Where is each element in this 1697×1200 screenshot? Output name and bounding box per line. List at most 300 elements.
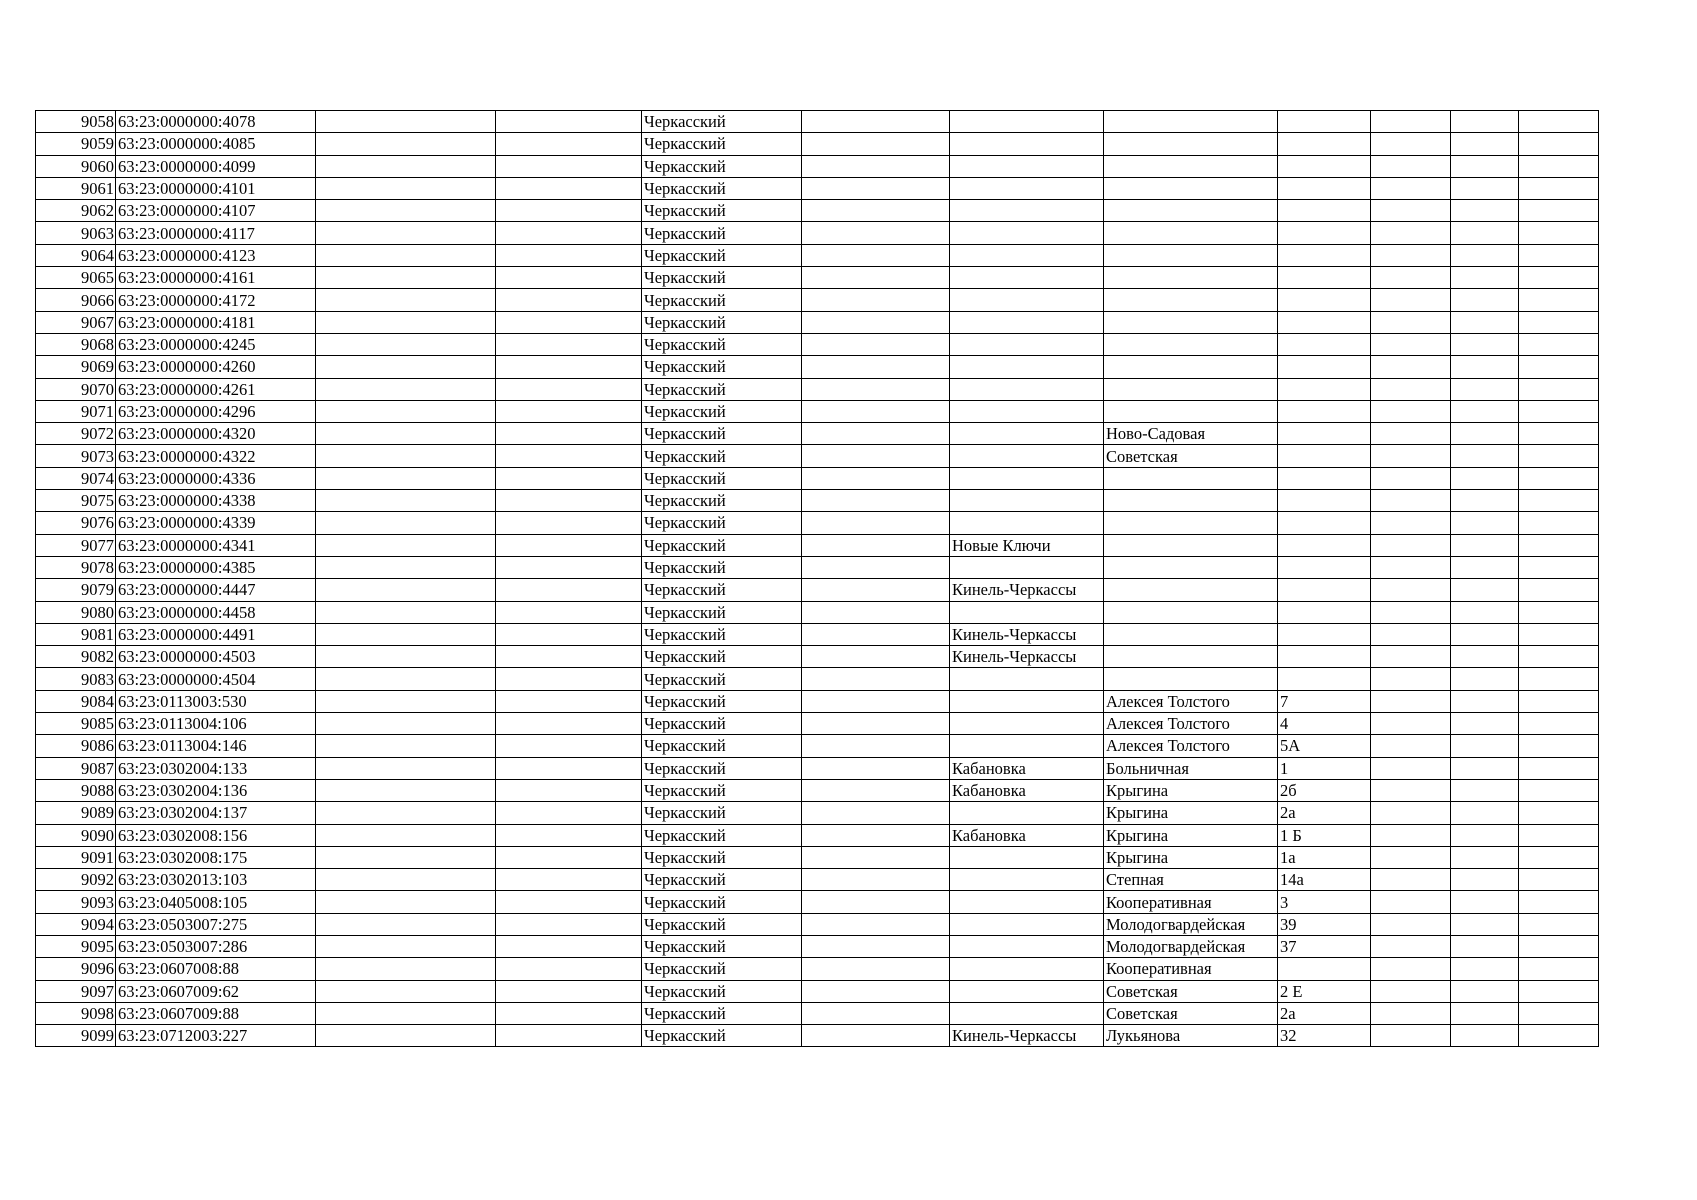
cell-cadastral-number: 63:23:0000000:4491 — [116, 623, 316, 645]
cell-cadastral-number: 63:23:0000000:4117 — [116, 222, 316, 244]
cell-district: Черкасский — [642, 512, 802, 534]
cell-settlement: Новые Ключи — [950, 534, 1104, 556]
cell-house-number — [1278, 267, 1371, 289]
cell-cadastral-number: 63:23:0712003:227 — [116, 1025, 316, 1047]
cell-district: Черкасский — [642, 958, 802, 980]
cell-col-4 — [496, 177, 642, 199]
cell-cadastral-number: 63:23:0503007:286 — [116, 935, 316, 957]
table-row — [36, 467, 1599, 489]
cell-row-number: 9064 — [36, 244, 116, 266]
cell-col-4 — [496, 378, 642, 400]
cell-district: Черкасский — [642, 623, 802, 645]
table-row — [36, 244, 1599, 266]
table-row — [36, 222, 1599, 244]
cell-col-11 — [1451, 155, 1519, 177]
cell-row-number: 9080 — [36, 601, 116, 623]
cell-cadastral-number: 63:23:0000000:4447 — [116, 579, 316, 601]
cell-house-number: 37 — [1278, 935, 1371, 957]
cell-col-6 — [802, 244, 950, 266]
cell-row-number: 9081 — [36, 623, 116, 645]
cell-col-10 — [1371, 356, 1451, 378]
cell-row-number: 9067 — [36, 311, 116, 333]
cell-street — [1104, 668, 1278, 690]
cell-col-10 — [1371, 311, 1451, 333]
cell-district: Черкасский — [642, 378, 802, 400]
cell-col-12 — [1519, 289, 1599, 311]
cell-row-number: 9063 — [36, 222, 116, 244]
cell-col-12 — [1519, 913, 1599, 935]
cell-house-number: 1 Б — [1278, 824, 1371, 846]
cell-col-12 — [1519, 623, 1599, 645]
cell-col-12 — [1519, 579, 1599, 601]
cell-col-6 — [802, 757, 950, 779]
cell-settlement — [950, 445, 1104, 467]
cell-col-6 — [802, 958, 950, 980]
cell-settlement — [950, 289, 1104, 311]
cell-col-3 — [316, 935, 496, 957]
cell-col-4 — [496, 935, 642, 957]
table-row — [36, 133, 1599, 155]
cell-col-4 — [496, 423, 642, 445]
table-row — [36, 646, 1599, 668]
cell-col-11 — [1451, 222, 1519, 244]
cell-col-6 — [802, 802, 950, 824]
table-row — [36, 311, 1599, 333]
cell-col-3 — [316, 177, 496, 199]
cell-settlement: Кинель-Черкассы — [950, 623, 1104, 645]
cell-district: Черкасский — [642, 111, 802, 133]
cell-col-10 — [1371, 646, 1451, 668]
cell-settlement — [950, 200, 1104, 222]
table-row — [36, 445, 1599, 467]
cell-house-number: 39 — [1278, 913, 1371, 935]
cell-row-number: 9089 — [36, 802, 116, 824]
cell-col-3 — [316, 200, 496, 222]
cell-street — [1104, 111, 1278, 133]
cell-street: Молодогвардейская — [1104, 913, 1278, 935]
cell-col-6 — [802, 222, 950, 244]
cell-street — [1104, 356, 1278, 378]
cell-col-12 — [1519, 779, 1599, 801]
cell-row-number: 9079 — [36, 579, 116, 601]
cell-col-12 — [1519, 556, 1599, 578]
cell-settlement — [950, 177, 1104, 199]
table-row — [36, 400, 1599, 422]
cell-settlement: Кинель-Черкассы — [950, 646, 1104, 668]
cell-settlement — [950, 133, 1104, 155]
cell-col-6 — [802, 423, 950, 445]
cell-col-12 — [1519, 601, 1599, 623]
cell-settlement: Кинель-Черкассы — [950, 1025, 1104, 1047]
cell-col-11 — [1451, 846, 1519, 868]
cell-street — [1104, 490, 1278, 512]
cell-district: Черкасский — [642, 311, 802, 333]
cell-col-6 — [802, 1025, 950, 1047]
cell-row-number: 9085 — [36, 713, 116, 735]
table-row — [36, 155, 1599, 177]
cell-district: Черкасский — [642, 445, 802, 467]
cell-street: Крыгина — [1104, 824, 1278, 846]
cell-street: Алексея Толстого — [1104, 713, 1278, 735]
cell-row-number: 9098 — [36, 1002, 116, 1024]
cell-settlement — [950, 958, 1104, 980]
cell-cadastral-number: 63:23:0000000:4385 — [116, 556, 316, 578]
cell-col-4 — [496, 556, 642, 578]
cell-street — [1104, 333, 1278, 355]
cell-cadastral-number: 63:23:0000000:4458 — [116, 601, 316, 623]
cell-col-10 — [1371, 891, 1451, 913]
cell-row-number: 9071 — [36, 400, 116, 422]
table-row — [36, 668, 1599, 690]
cell-cadastral-number: 63:23:0000000:4261 — [116, 378, 316, 400]
cell-house-number — [1278, 958, 1371, 980]
cell-col-3 — [316, 155, 496, 177]
cell-settlement — [950, 490, 1104, 512]
cell-col-12 — [1519, 311, 1599, 333]
cell-col-6 — [802, 846, 950, 868]
cell-col-6 — [802, 824, 950, 846]
cell-col-10 — [1371, 713, 1451, 735]
cell-col-4 — [496, 980, 642, 1002]
cell-col-10 — [1371, 423, 1451, 445]
table-row — [36, 779, 1599, 801]
cell-col-6 — [802, 490, 950, 512]
cell-col-11 — [1451, 267, 1519, 289]
table-row — [36, 289, 1599, 311]
table-row — [36, 601, 1599, 623]
cell-settlement — [950, 467, 1104, 489]
cell-col-12 — [1519, 958, 1599, 980]
cell-row-number: 9068 — [36, 333, 116, 355]
cell-col-4 — [496, 757, 642, 779]
cell-row-number: 9084 — [36, 690, 116, 712]
cell-col-10 — [1371, 824, 1451, 846]
cell-col-3 — [316, 579, 496, 601]
cell-col-10 — [1371, 445, 1451, 467]
cell-district: Черкасский — [642, 200, 802, 222]
cell-house-number — [1278, 244, 1371, 266]
cell-cadastral-number: 63:23:0607008:88 — [116, 958, 316, 980]
cell-col-3 — [316, 891, 496, 913]
cell-house-number — [1278, 623, 1371, 645]
cell-col-11 — [1451, 177, 1519, 199]
cell-col-11 — [1451, 802, 1519, 824]
cell-street — [1104, 200, 1278, 222]
cell-district: Черкасский — [642, 824, 802, 846]
cell-district: Черкасский — [642, 356, 802, 378]
cell-col-4 — [496, 913, 642, 935]
cell-street — [1104, 534, 1278, 556]
cell-col-4 — [496, 802, 642, 824]
cell-settlement: Кинель-Черкассы — [950, 579, 1104, 601]
cell-row-number: 9070 — [36, 378, 116, 400]
cell-district: Черкасский — [642, 646, 802, 668]
cell-col-3 — [316, 289, 496, 311]
cell-col-10 — [1371, 579, 1451, 601]
cell-street: Советская — [1104, 445, 1278, 467]
table-row — [36, 935, 1599, 957]
cell-street: Ново-Садовая — [1104, 423, 1278, 445]
cell-col-3 — [316, 802, 496, 824]
cell-district: Черкасский — [642, 690, 802, 712]
cell-street — [1104, 400, 1278, 422]
cell-district: Черкасский — [642, 869, 802, 891]
cell-cadastral-number: 63:23:0000000:4260 — [116, 356, 316, 378]
cell-col-3 — [316, 244, 496, 266]
cell-street: Крыгина — [1104, 802, 1278, 824]
cell-col-12 — [1519, 467, 1599, 489]
cell-col-12 — [1519, 200, 1599, 222]
cell-col-10 — [1371, 869, 1451, 891]
table-row — [36, 267, 1599, 289]
cell-col-11 — [1451, 623, 1519, 645]
cell-col-10 — [1371, 534, 1451, 556]
table-row — [36, 980, 1599, 1002]
cell-cadastral-number: 63:23:0000000:4338 — [116, 490, 316, 512]
cell-col-10 — [1371, 177, 1451, 199]
cell-col-3 — [316, 958, 496, 980]
cell-house-number — [1278, 445, 1371, 467]
cell-col-6 — [802, 311, 950, 333]
cell-col-12 — [1519, 846, 1599, 868]
cell-settlement — [950, 378, 1104, 400]
cell-street — [1104, 646, 1278, 668]
cell-col-12 — [1519, 111, 1599, 133]
cell-house-number: 2а — [1278, 1002, 1371, 1024]
cell-settlement: Кабановка — [950, 757, 1104, 779]
cell-house-number: 2б — [1278, 779, 1371, 801]
cell-col-12 — [1519, 824, 1599, 846]
cell-district: Черкасский — [642, 1025, 802, 1047]
table-row — [36, 556, 1599, 578]
cell-house-number — [1278, 155, 1371, 177]
cell-col-12 — [1519, 155, 1599, 177]
cell-col-4 — [496, 133, 642, 155]
cell-col-12 — [1519, 512, 1599, 534]
cell-col-3 — [316, 779, 496, 801]
cell-col-10 — [1371, 333, 1451, 355]
cell-col-11 — [1451, 824, 1519, 846]
cell-street — [1104, 133, 1278, 155]
cell-house-number — [1278, 646, 1371, 668]
table-row — [36, 111, 1599, 133]
cell-col-12 — [1519, 869, 1599, 891]
cell-col-4 — [496, 668, 642, 690]
cell-row-number: 9087 — [36, 757, 116, 779]
cell-col-11 — [1451, 534, 1519, 556]
cell-cadastral-number: 63:23:0000000:4320 — [116, 423, 316, 445]
cell-street: Советская — [1104, 1002, 1278, 1024]
cell-district: Черкасский — [642, 846, 802, 868]
cell-col-10 — [1371, 913, 1451, 935]
cell-col-11 — [1451, 490, 1519, 512]
cell-settlement — [950, 556, 1104, 578]
cell-house-number: 1а — [1278, 846, 1371, 868]
cell-street — [1104, 378, 1278, 400]
cell-house-number — [1278, 356, 1371, 378]
cell-col-10 — [1371, 200, 1451, 222]
cell-col-3 — [316, 556, 496, 578]
cell-col-3 — [316, 913, 496, 935]
cell-col-3 — [316, 423, 496, 445]
cell-settlement — [950, 111, 1104, 133]
cell-row-number: 9060 — [36, 155, 116, 177]
cell-street: Кооперативная — [1104, 958, 1278, 980]
cell-house-number — [1278, 333, 1371, 355]
cell-row-number: 9088 — [36, 779, 116, 801]
cell-cadastral-number: 63:23:0000000:4101 — [116, 177, 316, 199]
table-row — [36, 1002, 1599, 1024]
cell-col-3 — [316, 311, 496, 333]
cell-col-6 — [802, 378, 950, 400]
cell-row-number: 9094 — [36, 913, 116, 935]
cell-house-number: 1 — [1278, 757, 1371, 779]
cell-settlement — [950, 244, 1104, 266]
cell-col-3 — [316, 846, 496, 868]
cell-col-3 — [316, 623, 496, 645]
table-row — [36, 846, 1599, 868]
cell-col-6 — [802, 690, 950, 712]
cell-col-11 — [1451, 333, 1519, 355]
cell-col-4 — [496, 222, 642, 244]
cell-district: Черкасский — [642, 333, 802, 355]
cell-col-11 — [1451, 244, 1519, 266]
table-row — [36, 579, 1599, 601]
cell-col-12 — [1519, 713, 1599, 735]
cell-district: Черкасский — [642, 534, 802, 556]
cell-col-3 — [316, 1002, 496, 1024]
cell-street: Крыгина — [1104, 779, 1278, 801]
cell-col-10 — [1371, 980, 1451, 1002]
cell-col-6 — [802, 779, 950, 801]
cell-col-4 — [496, 601, 642, 623]
cell-col-3 — [316, 490, 496, 512]
cell-col-3 — [316, 356, 496, 378]
cell-district: Черкасский — [642, 267, 802, 289]
cell-col-4 — [496, 490, 642, 512]
cell-street — [1104, 289, 1278, 311]
cell-col-11 — [1451, 980, 1519, 1002]
cell-row-number: 9062 — [36, 200, 116, 222]
cell-col-11 — [1451, 579, 1519, 601]
cell-row-number: 9086 — [36, 735, 116, 757]
table-row — [36, 869, 1599, 891]
cell-house-number — [1278, 111, 1371, 133]
cell-col-6 — [802, 356, 950, 378]
cell-house-number — [1278, 133, 1371, 155]
cell-col-6 — [802, 445, 950, 467]
cell-settlement: Кабановка — [950, 779, 1104, 801]
cell-district: Черкасский — [642, 400, 802, 422]
cell-col-4 — [496, 244, 642, 266]
cell-col-10 — [1371, 467, 1451, 489]
cell-settlement: Кабановка — [950, 824, 1104, 846]
cell-col-11 — [1451, 891, 1519, 913]
cell-house-number: 14а — [1278, 869, 1371, 891]
cell-settlement — [950, 311, 1104, 333]
table-row — [36, 690, 1599, 712]
cell-col-11 — [1451, 935, 1519, 957]
table-body — [36, 111, 1599, 1047]
cell-col-12 — [1519, 222, 1599, 244]
cell-col-12 — [1519, 891, 1599, 913]
cell-col-10 — [1371, 757, 1451, 779]
cell-col-11 — [1451, 1025, 1519, 1047]
data-table — [35, 110, 1599, 1047]
cell-col-10 — [1371, 935, 1451, 957]
cell-col-3 — [316, 133, 496, 155]
cell-col-11 — [1451, 467, 1519, 489]
cell-col-11 — [1451, 713, 1519, 735]
cell-settlement — [950, 356, 1104, 378]
cell-row-number: 9066 — [36, 289, 116, 311]
cell-col-11 — [1451, 757, 1519, 779]
cell-col-12 — [1519, 646, 1599, 668]
cell-street: Лукьянова — [1104, 1025, 1278, 1047]
cell-house-number — [1278, 556, 1371, 578]
cell-col-4 — [496, 400, 642, 422]
cell-street: Алексея Толстого — [1104, 735, 1278, 757]
cell-row-number: 9083 — [36, 668, 116, 690]
cell-cadastral-number: 63:23:0000000:4503 — [116, 646, 316, 668]
cell-street: Советская — [1104, 980, 1278, 1002]
cell-col-10 — [1371, 623, 1451, 645]
cell-street — [1104, 267, 1278, 289]
cell-street — [1104, 579, 1278, 601]
cell-house-number: 7 — [1278, 690, 1371, 712]
cell-cadastral-number: 63:23:0113004:146 — [116, 735, 316, 757]
cell-col-11 — [1451, 423, 1519, 445]
cell-street — [1104, 222, 1278, 244]
cell-district: Черкасский — [642, 467, 802, 489]
cell-district: Черкасский — [642, 1002, 802, 1024]
cell-street — [1104, 244, 1278, 266]
cell-col-6 — [802, 177, 950, 199]
cell-col-11 — [1451, 735, 1519, 757]
cell-district: Черкасский — [642, 490, 802, 512]
table-row — [36, 200, 1599, 222]
cell-settlement — [950, 802, 1104, 824]
cell-col-10 — [1371, 490, 1451, 512]
cell-settlement — [950, 735, 1104, 757]
cell-col-12 — [1519, 980, 1599, 1002]
table-row — [36, 378, 1599, 400]
cell-col-3 — [316, 735, 496, 757]
cell-cadastral-number: 63:23:0607009:62 — [116, 980, 316, 1002]
cell-col-10 — [1371, 556, 1451, 578]
cell-row-number: 9082 — [36, 646, 116, 668]
cell-cadastral-number: 63:23:0302008:156 — [116, 824, 316, 846]
cell-col-11 — [1451, 869, 1519, 891]
cell-house-number — [1278, 423, 1371, 445]
cell-col-6 — [802, 111, 950, 133]
cell-col-3 — [316, 400, 496, 422]
cell-row-number: 9069 — [36, 356, 116, 378]
cell-cadastral-number: 63:23:0000000:4161 — [116, 267, 316, 289]
table-row — [36, 534, 1599, 556]
cell-col-11 — [1451, 378, 1519, 400]
cell-col-3 — [316, 512, 496, 534]
cell-house-number — [1278, 311, 1371, 333]
cell-street — [1104, 512, 1278, 534]
cell-street — [1104, 177, 1278, 199]
cell-col-11 — [1451, 1002, 1519, 1024]
cell-col-4 — [496, 333, 642, 355]
cell-col-10 — [1371, 400, 1451, 422]
cell-col-12 — [1519, 757, 1599, 779]
table-row — [36, 913, 1599, 935]
cell-cadastral-number: 63:23:0000000:4181 — [116, 311, 316, 333]
